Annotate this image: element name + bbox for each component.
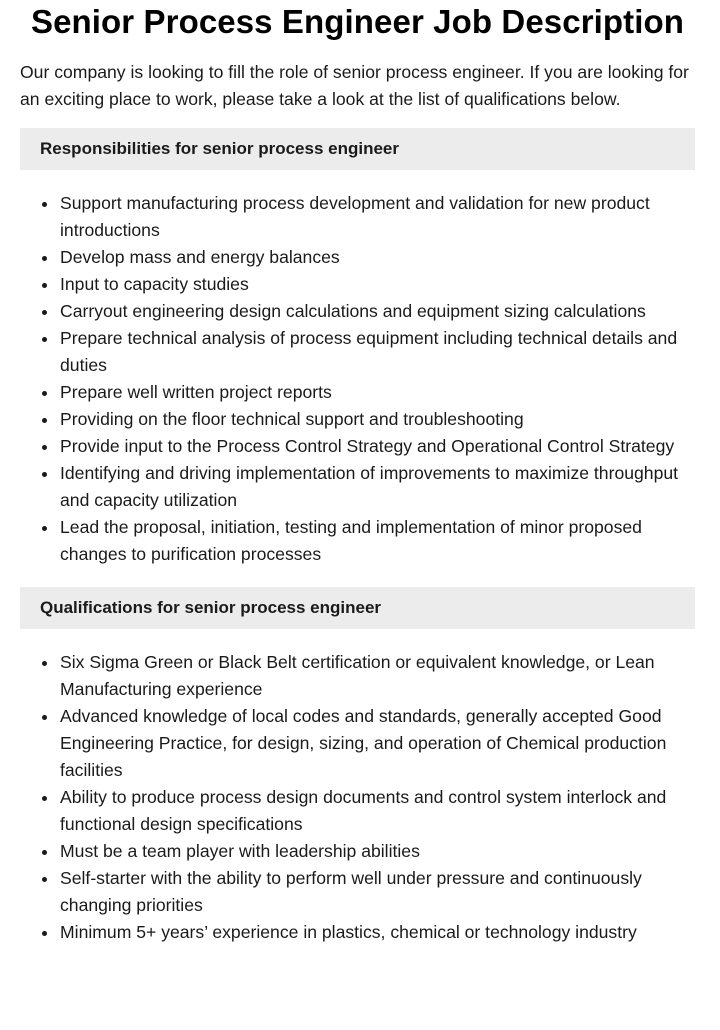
list-item: Providing on the floor technical support and troubleshooting: [60, 406, 695, 433]
list-item: Carryout engineering design calculations and equipment sizing calculations: [60, 298, 695, 325]
responsibilities-list: [20, 190, 695, 568]
responsibilities-header: Responsibilities for senior process engineer: [20, 128, 695, 170]
list-item: Provide input to the Process Control Strategy and Operational Control Strategy: [60, 433, 695, 460]
list-item: Identifying and driving implementation of improvements to maximize throughput and capacity utilization: [60, 460, 695, 514]
list-item: Lead the proposal, initiation, testing and implementation of minor proposed changes to purification processes: [60, 514, 695, 568]
list-item: Must be a team player with leadership abilities: [60, 838, 695, 865]
list-item: Prepare well written project reports: [60, 379, 695, 406]
intro-paragraph: Our company is looking to fill the role of senior process engineer. If you are looking for an exciting place to work, please take a look at the list of qualifications below.: [20, 62, 689, 109]
list-item: Self-starter with the ability to perform well under pressure and continuously changing priorities: [60, 865, 695, 919]
list-item: Advanced knowledge of local codes and standards, generally accepted Good Engineering Practice, for design, sizing, and operation of Chemical production facilities: [60, 703, 695, 784]
qualifications-header: Qualifications for senior process engineer: [20, 587, 695, 629]
list-item: Ability to produce process design documents and control system interlock and functional design specifications: [60, 784, 695, 838]
list-item: Input to capacity studies: [60, 271, 695, 298]
list-item: Develop mass and energy balances: [60, 244, 695, 271]
list-item: Six Sigma Green or Black Belt certification or equivalent knowledge, or Lean Manufacturing experience: [60, 649, 695, 703]
list-item: Prepare technical analysis of process equipment including technical details and duties: [60, 325, 695, 379]
page-title: Senior Process Engineer Job Description: [30, 3, 685, 40]
list-item: Support manufacturing process development and validation for new product introductions: [60, 190, 695, 244]
qualifications-list: [20, 649, 695, 946]
list-item: Minimum 5+ years’ experience in plastics, chemical or technology industry: [60, 919, 695, 946]
